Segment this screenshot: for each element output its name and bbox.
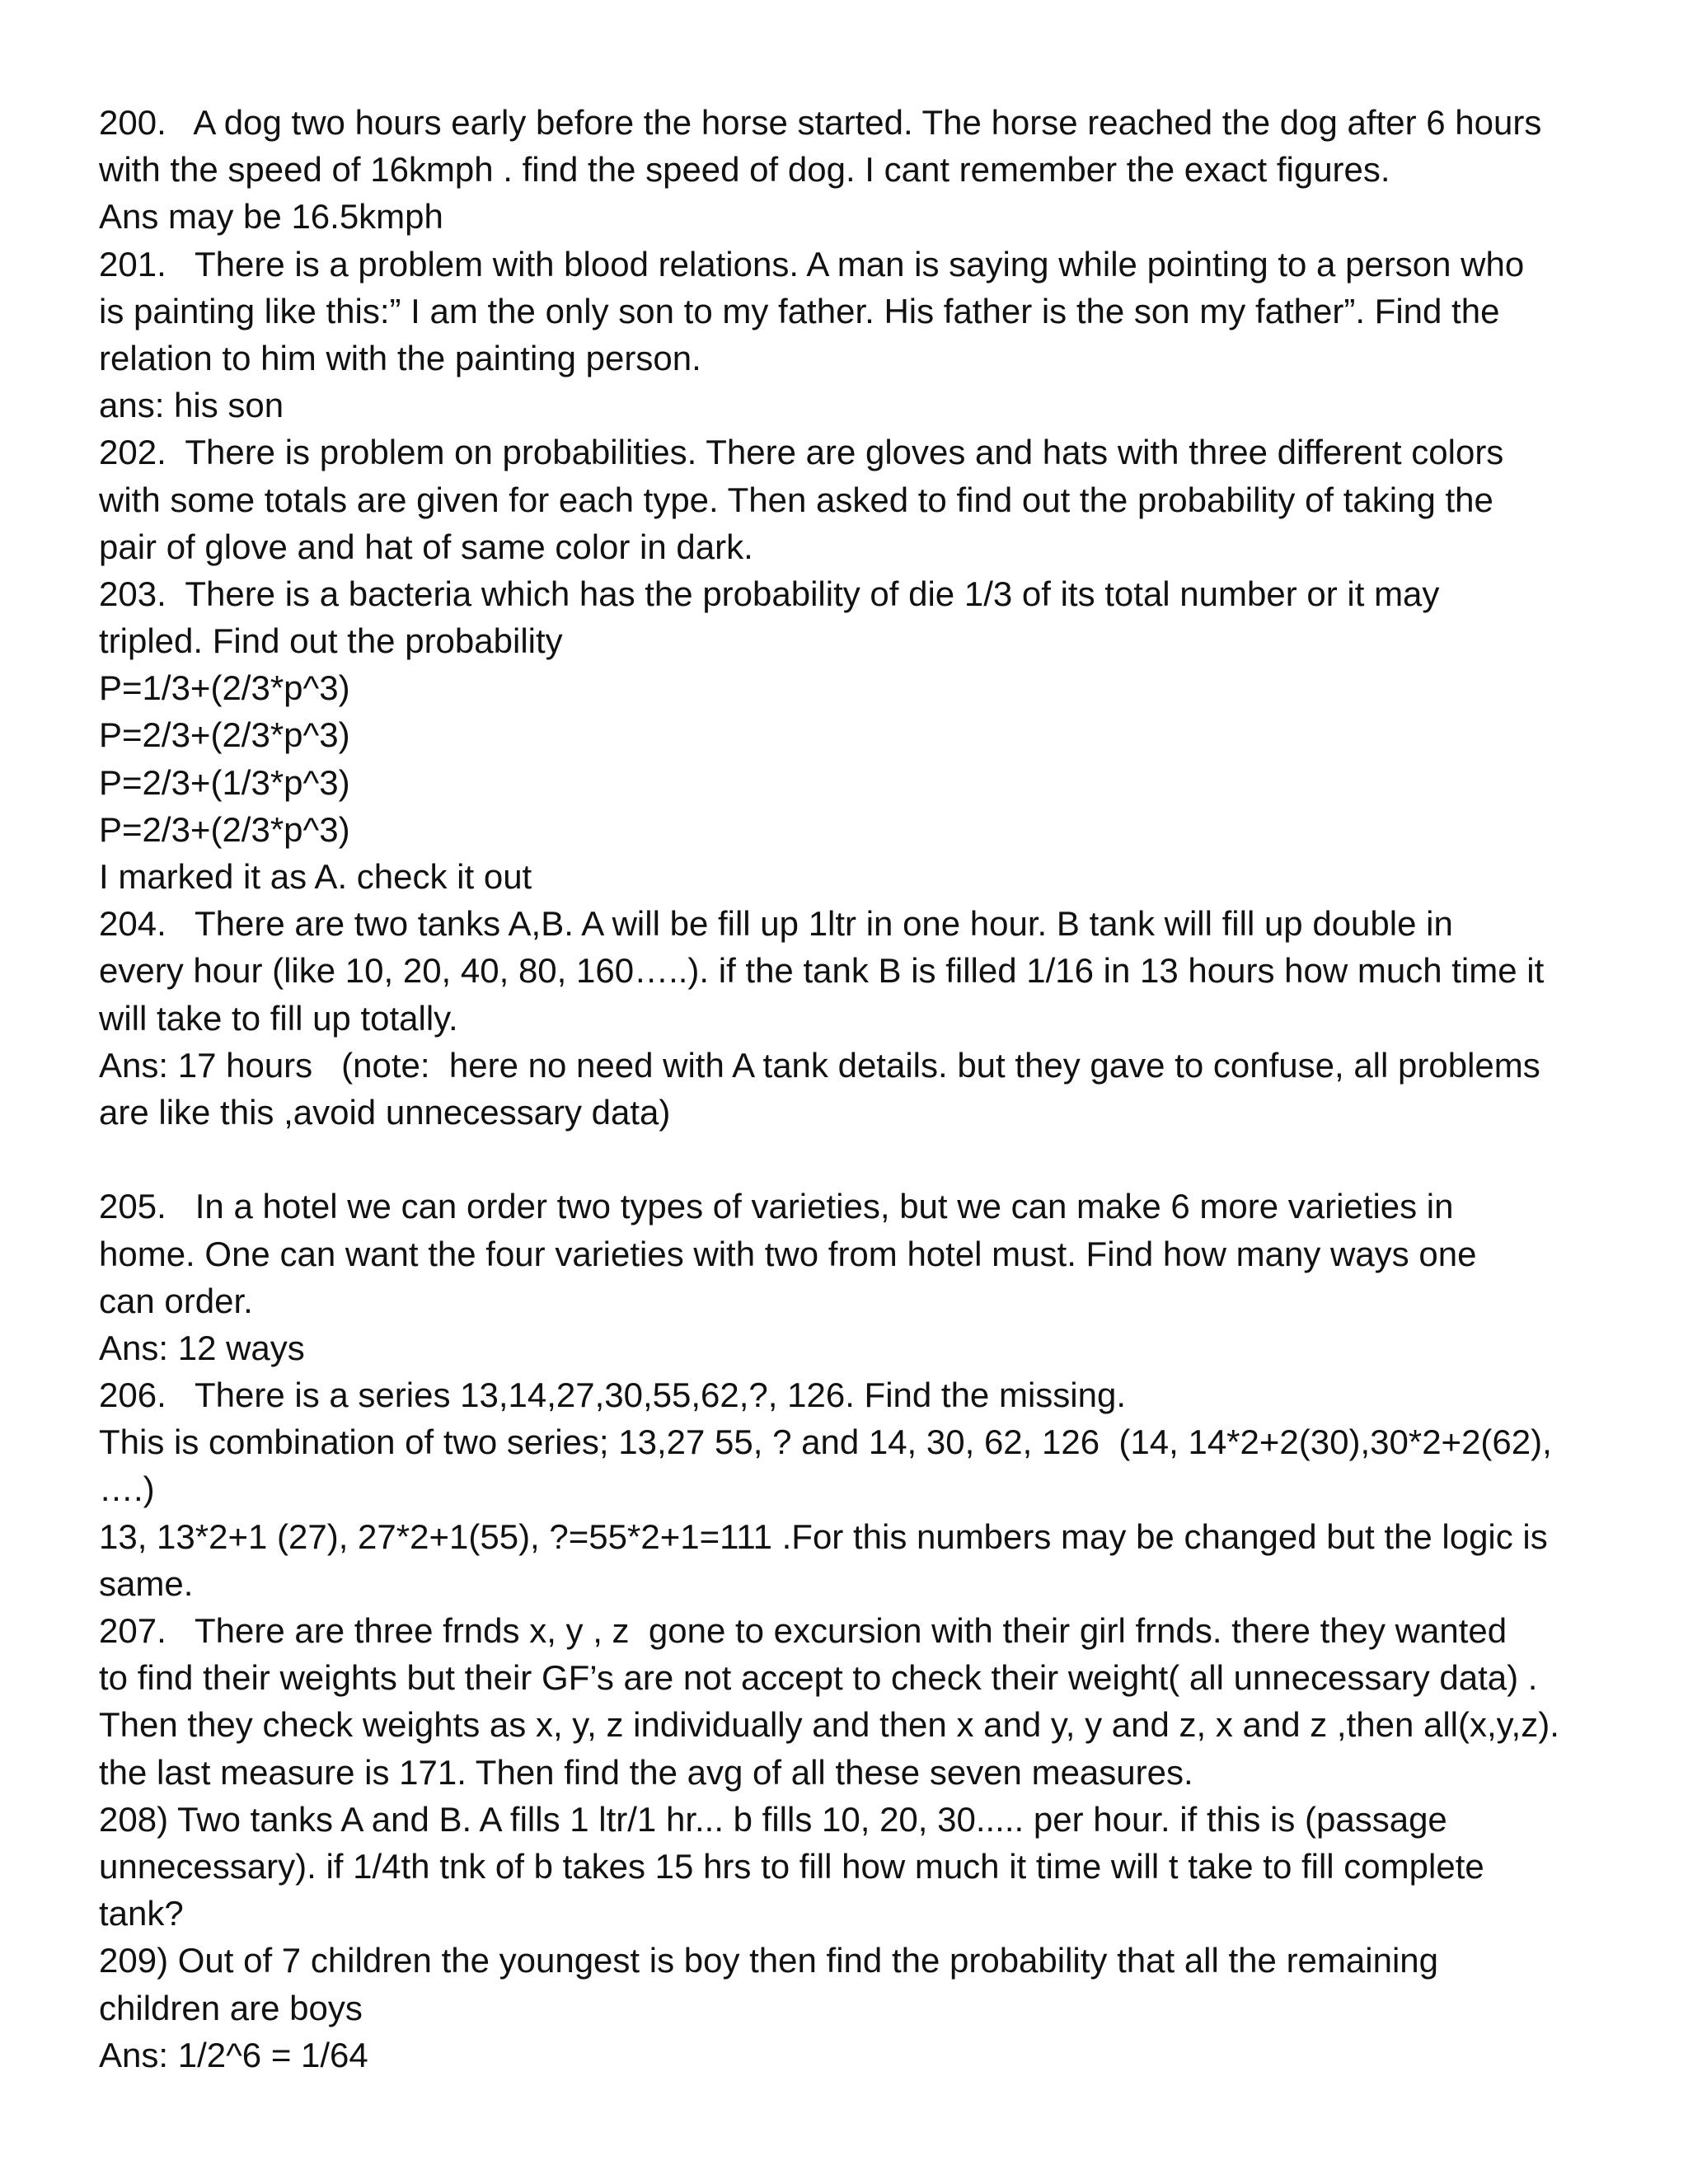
- q201-line-1: 201. There is a problem with blood relations. A man is saying while pointing to a person who: [99, 244, 1525, 284]
- q205-line-3: can order.: [99, 1281, 253, 1320]
- blank-line: [99, 1136, 1607, 1183]
- q207-line-1: 207. There are three frnds x, y , z gone to excursion with their girl frnds. there they wanted: [99, 1611, 1507, 1650]
- q206-line-3: ….): [99, 1469, 155, 1509]
- q206-line-4: 13, 13*2+1 (27), 27*2+1(55), ?=55*2+1=111 .For this numbers may be changed but the logic is: [99, 1516, 1548, 1556]
- q209-answer: Ans: 1/2^6 = 1/64: [99, 2035, 368, 2074]
- q206-line-1: 206. There is a series 13,14,27,30,55,62,?, 126. Find the missing.: [99, 1376, 1126, 1415]
- q207-line-3: Then they check weights as x, y, z individually and then x and y, y and z, x and z ,then all(x,y,z).: [99, 1705, 1559, 1745]
- q205-line-2: home. One can want the four varieties with two from hotel must. Find how many ways one: [99, 1234, 1477, 1273]
- q205-line-1: 205. In a hotel we can order two types of varieties, but we can make 6 more varieties in: [99, 1187, 1454, 1226]
- document-page: [99, 99, 1607, 2079]
- q202-line-2: with some totals are given for each type. Then asked to find out the probability of taking the: [99, 480, 1493, 519]
- q201-answer: ans: his son: [99, 386, 284, 425]
- q206-line-5: same.: [99, 1563, 194, 1603]
- q204-line-2: every hour (like 10, 20, 40, 80, 160…..). if the tank B is filled 1/16 in 13 hours how much time it: [99, 951, 1545, 991]
- q200-line-1: 200. A dog two hours early before the horse started. The horse reached the dog after 6 hours: [99, 103, 1542, 142]
- q204-answer-1: Ans: 17 hours (note: here no need with A tank details. but they gave to confuse, all problems: [99, 1045, 1540, 1085]
- q200-answer: Ans may be 16.5kmph: [99, 197, 443, 237]
- q203-option-d: P=2/3+(2/3*p^3): [99, 809, 350, 849]
- q201-line-2: is painting like this:” I am the only son to my father. His father is the son my father”. Find the: [99, 291, 1500, 330]
- q204-answer-2: are like this ,avoid unnecessary data): [99, 1092, 671, 1132]
- q201-line-3: relation to him with the painting person.: [99, 338, 701, 377]
- q207-line-2: to find their weights but their GF’s are not accept to check their weight( all unnecessary data) .: [99, 1658, 1538, 1698]
- q209-line-1: 209) Out of 7 children the youngest is boy then find the probability that all the remaining: [99, 1941, 1438, 1980]
- q204-line-3: will take to fill up totally.: [99, 998, 458, 1038]
- q205-answer: Ans: 12 ways: [99, 1328, 305, 1367]
- q203-note: I marked it as A. check it out: [99, 857, 532, 896]
- q203-option-b: P=2/3+(2/3*p^3): [99, 715, 350, 755]
- q202-line-3: pair of glove and hat of same color in dark.: [99, 527, 753, 566]
- q206-line-2: This is combination of two series; 13,27 55, ? and 14, 30, 62, 126 (14, 14*2+2(30),30*2+2(62),: [99, 1422, 1552, 1462]
- q208-line-1: 208) Two tanks A and B. A fills 1 ltr/1 hr... b fills 10, 20, 30..... per hour. if this is (passage: [99, 1799, 1447, 1839]
- q203-line-2: tripled. Find out the probability: [99, 621, 563, 661]
- q204-line-1: 204. There are two tanks A,B. A will be fill up 1ltr in one hour. B tank will fill up double in: [99, 904, 1453, 944]
- q207-line-4: the last measure is 171. Then find the avg of all these seven measures.: [99, 1752, 1193, 1792]
- q203-option-c: P=2/3+(1/3*p^3): [99, 762, 350, 802]
- q203-option-a: P=1/3+(2/3*p^3): [99, 668, 350, 708]
- q208-line-3: tank?: [99, 1894, 184, 1933]
- q200-line-2: with the speed of 16kmph . find the speed of dog. I cant remember the exact figures.: [99, 150, 1390, 190]
- q208-line-2: unnecessary). if 1/4th tnk of b takes 15 hrs to fill how much it time will t take to fill complete: [99, 1846, 1484, 1886]
- q203-line-1: 203. There is a bacteria which has the probability of die 1/3 of its total number or it may: [99, 574, 1440, 613]
- q209-line-2: children are boys: [99, 1988, 363, 2027]
- q202-line-1: 202. There is problem on probabilities. There are gloves and hats with three different colors: [99, 433, 1504, 472]
